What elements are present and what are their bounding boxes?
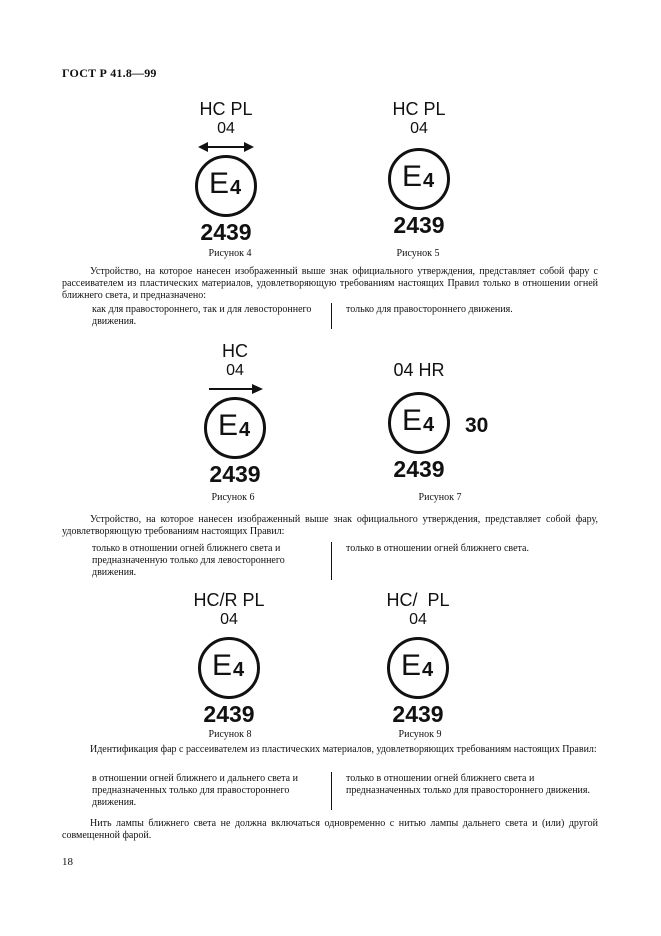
left-column-text: как для правостороннего, так и для левостороннего движения. [92, 304, 312, 327]
circle-number: 4 [423, 170, 435, 192]
approval-number: 2439 [393, 212, 445, 238]
page-number: 18 [62, 856, 73, 868]
section-paragraph: Идентификация фар с рассеивателем из пластических материалов, удовлетворяющих требованиям настоящих Правил: [90, 744, 597, 755]
figure-caption: Рисунок 7 [418, 492, 462, 503]
approval-number: 2439 [209, 461, 261, 487]
approval-number: 2439 [200, 219, 252, 245]
mark-line2: 04 [409, 611, 427, 628]
right-arrow-icon [207, 383, 263, 395]
approval-mark-fig5 [359, 99, 479, 238]
circle-number: 4 [230, 177, 242, 199]
approval-number: 2439 [393, 456, 445, 482]
right-column-text: только для правостороннего движения. [346, 304, 513, 315]
section-paragraph: Устройство, на которое нанесен изображенный выше знак официального утверждения, представляет собой фару, удовлетворяющую требованиям настоящих Правил: [62, 514, 598, 537]
figure-caption: Рисунок 5 [396, 248, 440, 259]
column-divider [331, 542, 332, 580]
approval-circle [387, 637, 449, 699]
column-divider [331, 772, 332, 810]
circle-number: 4 [423, 414, 435, 436]
approval-circle [195, 155, 257, 217]
circle-letter: E [212, 649, 233, 682]
column-divider [331, 303, 332, 329]
right-column-text: только в отношении огней ближнего света и предназначенных только для правостороннего движения. [346, 773, 590, 796]
document-header: ГОСТ Р 41.8—99 [62, 66, 157, 80]
figure-caption: Рисунок 8 [208, 729, 252, 740]
figure-caption: Рисунок 6 [211, 492, 255, 503]
mark-line2: 04 [410, 120, 428, 137]
approval-number: 2439 [392, 701, 444, 727]
mark-line2: 04 [220, 611, 238, 628]
figure-caption: Рисунок 9 [398, 729, 442, 740]
circle-letter: E [401, 649, 422, 682]
approval-circle [388, 148, 450, 210]
mark-line2: 04 [226, 362, 244, 379]
final-note: Нить лампы ближнего света не должна включаться одновременно с нитью лампы дальнего света и (или) другой совмещенной фарой. [62, 818, 598, 841]
circle-letter: E [402, 160, 423, 193]
circle-number: 4 [422, 659, 434, 681]
approval-circle [388, 392, 450, 454]
side-value: 30 [465, 414, 489, 437]
approval-mark-fig9 [358, 590, 478, 727]
mark-line1: HC [222, 341, 248, 361]
mark-line2: 04 [217, 120, 235, 137]
left-column-text: только в отношении огней ближнего света и предназначенную только для левостороннего движения. [92, 543, 285, 578]
right-column-text: только в отношении огней ближнего света. [346, 543, 529, 554]
mark-line1: HC/R PL [193, 590, 265, 610]
circle-letter: E [209, 167, 230, 200]
mark-line1: HC/ PL [386, 590, 450, 610]
circle-number: 4 [233, 659, 245, 681]
approval-circle [198, 637, 260, 699]
approval-mark-fig4 [166, 99, 286, 245]
mark-line1: 04 HR [393, 360, 445, 380]
approval-mark-fig6 [175, 341, 295, 487]
circle-letter: E [218, 409, 239, 442]
circle-number: 4 [239, 419, 251, 441]
section-paragraph: Устройство, на которое нанесен изображенный выше знак официального утверждения, представляет собой фару с рассеивателем из пластических материалов, удовлетворяющую требованиям настоящих Правил только в отношении огней ближнего света, и предназначено: [62, 266, 598, 301]
double-arrow-icon [198, 141, 254, 153]
approval-circle [204, 397, 266, 459]
figure-caption: Рисунок 4 [208, 248, 252, 259]
left-column-text: в отношении огней ближнего и дальнего света и предназначенных только для правостороннего движения. [92, 773, 298, 808]
mark-line1: HC PL [392, 99, 446, 119]
approval-mark-fig8 [169, 590, 289, 727]
mark-line1: HC PL [199, 99, 253, 119]
circle-letter: E [402, 404, 423, 437]
approval-mark-fig7 [359, 360, 479, 482]
approval-number: 2439 [203, 701, 255, 727]
